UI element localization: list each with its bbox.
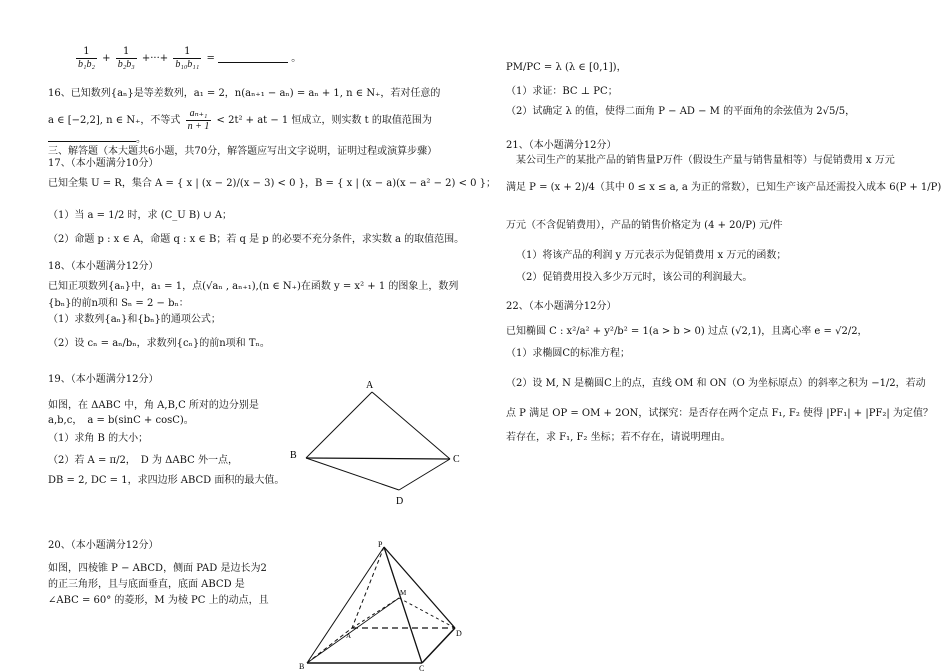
- q20-line1: 如图，四棱锥 P − ABCD，侧面 PAD 是边长为2: [48, 563, 267, 574]
- q16-line3: 。: [48, 134, 146, 146]
- q19-heading: 19、（本小题满分12分）: [48, 374, 159, 385]
- answer-blank: [48, 141, 136, 142]
- label-D: D: [456, 629, 462, 638]
- q22-line4: 点 P 满足 OP = OM + 2ON，试探究：是否存在两个定点 F₁, F₂ 使得 |PF₁| + |PF₂| 为定值？: [506, 408, 933, 419]
- section-header: 三、解答题（本大题共6小题，共70分，解答题应写出文字说明，证明过程或演算步骤）: [48, 146, 438, 157]
- q18-line1: 已知正项数列{aₙ}中，a₁ = 1，点(√aₙ , aₙ₊₁),(n ∈ N₊)在函数 y = x² + 1 的图象上，数列: [48, 281, 459, 292]
- q20-line3: ∠ABC = 60° 的菱形，M 为棱 PC 上的动点，且: [48, 595, 269, 606]
- fraction-3: $\frac{1}{\text{b₁₀b₁₁}}$: [175, 46, 200, 70]
- q19-line5: DB = 2, DC = 1，求四边形 ABCD 面积的最大值。: [48, 475, 285, 486]
- label-C: C: [419, 664, 425, 671]
- q19-line3: （1）求角 B 的大小；: [48, 433, 149, 444]
- answer-blank: [218, 62, 288, 63]
- label-D: D: [396, 496, 404, 507]
- q21-line1: 某公司生产的某批产品的销售量P万件（假设生产量与销售量相等）与促销费用 x 万元: [516, 155, 895, 166]
- top-sum-line: $\frac{1}{\text{b₁b₂}}$ + $\frac{1}{\text{b₂b₃}}$ +···+ $\frac{1}{\text{b₁₀b₁₁}}$ = 。: [78, 46, 302, 70]
- q18-line4: （2）设 cₙ = aₙ/bₙ，求数列{cₙ}的前n项和 Tₙ。: [48, 338, 270, 349]
- q19-line4: （2）若 A = π/2， D 为 ΔABC 外一点，: [48, 455, 238, 466]
- q16-fraction: $\frac{\text{aₙ₊₁}}{n + 1}$: [187, 108, 210, 132]
- q21-line2: 满足 P = (x + 2)/4（其中 0 ≤ x ≤ a, a 为正的常数），已知生产该产品还需投入成本 6(P + 1/P): [506, 182, 942, 193]
- q17-line1: 已知全集 U = R，集合 A = { x | (x − 2)/(x − 3) < 0 }，B = { x | (x − a)(x − a² − 2) < 0 }；: [48, 178, 497, 189]
- q21-line4: （1）将该产品的利润 y 万元表示为促销费用 x 万元的函数；: [516, 250, 787, 261]
- q21-heading: 21、（本小题满分12分）: [506, 140, 617, 151]
- fraction-2: $\frac{1}{\text{b₂b₃}}$: [117, 46, 135, 70]
- q17-line2: （1）当 a = 1/2 时，求 (C_U B) ∪ A；: [48, 210, 233, 221]
- q22-line5: 若存在，求 F₁, F₂ 坐标；若不存在，请说明理由。: [506, 432, 731, 443]
- q19-line1: 如图，在 ΔABC 中，角 A,B,C 所对的边分别是: [48, 400, 259, 411]
- label-P: P: [378, 540, 383, 549]
- q20-continued-line2: （1）求证：BC ⊥ PC；: [506, 86, 618, 97]
- q16-line1: 16、已知数列{aₙ}是等差数列，a₁ = 2，n(aₙ₊₁ − aₙ) = aₙ + 1, n ∈ N₊，若对任意的: [48, 88, 441, 99]
- q17-heading: 17、（本小题满分10分）: [48, 158, 159, 169]
- label-A: A: [346, 632, 352, 640]
- q20-line2: 的正三角形，且与底面垂直，底面 ABCD 是: [48, 579, 245, 590]
- label-B: B: [299, 662, 305, 671]
- q17-line3: （2）命题 p : x ∈ A，命题 q : x ∈ B；若 q 是 p 的必要不充分条件，求实数 a 的取值范围。: [48, 234, 465, 245]
- label-M: M: [400, 589, 407, 597]
- q22-line1: 已知椭圆 C : x²/a² + y²/b² = 1(a > b > 0) 过点 (√2,1)，且离心率 e = √2/2，: [506, 326, 868, 337]
- pyramid-figure: [292, 538, 472, 671]
- label-C: C: [453, 454, 460, 465]
- q22-heading: 22、（本小题满分12分）: [506, 301, 617, 312]
- q20-continued-line1: PM/PC = λ (λ ∈ [0,1])，: [506, 62, 627, 73]
- q21-line3: 万元（不含促销费用），产品的销售价格定为 (4 + 20/P) 元/件: [506, 220, 783, 231]
- label-A: A: [366, 380, 374, 391]
- q20-heading: 20、（本小题满分12分）: [48, 540, 159, 551]
- quadrilateral-figure: [280, 378, 470, 510]
- q18-line3: （1）求数列{aₙ}和{bₙ}的通项公式；: [48, 314, 221, 325]
- q22-line2: （1）求椭圆C的标准方程；: [506, 348, 631, 359]
- q16-line2: a ∈ [−2,2], n ∈ N₊，不等式 $\frac{\text{aₙ₊₁}}{n + 1}$ < 2t² + at − 1 恒成立，则实数 t 的取值范围为: [48, 108, 432, 132]
- fraction-1: $\frac{1}{\text{b₁b₂}}$: [78, 46, 95, 70]
- q19-line2: a,b,c， a = b(sinC + cosC)。: [48, 415, 194, 426]
- label-B: B: [290, 450, 297, 461]
- q18-heading: 18、（本小题满分12分）: [48, 261, 159, 272]
- q18-line2: {bₙ}的前n项和 Sₙ = 2 − bₙ：: [48, 298, 189, 309]
- q22-line3: （2）设 M, N 是椭圆C上的点，直线 OM 和 ON（O 为坐标原点）的斜率之积为 −1/2，若动: [506, 378, 926, 389]
- q20-continued-line3: （2）试确定 λ 的值，使得二面角 P − AD − M 的平面角的余弦值为 2√5/5，: [506, 106, 856, 117]
- q21-line5: （2）促销费用投入多少万元时，该公司的利润最大。: [516, 272, 753, 283]
